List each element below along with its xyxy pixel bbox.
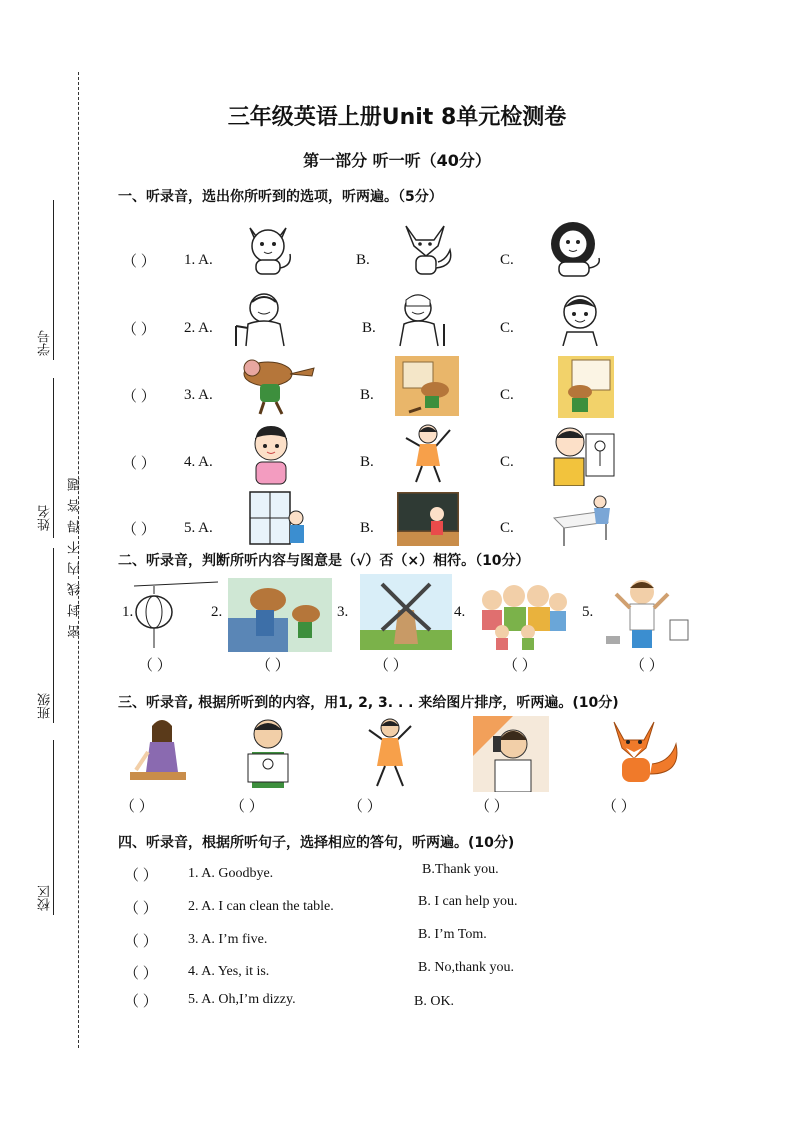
- q3-number: 3. A.: [184, 387, 213, 403]
- answer-paren[interactable]: （ ）: [230, 799, 264, 815]
- fox-picture: [398, 220, 456, 276]
- answer-paren[interactable]: （ ）: [124, 966, 158, 982]
- answer-paren[interactable]: （ ）: [374, 658, 408, 674]
- answer-paren[interactable]: （ ）: [122, 456, 156, 472]
- q1-option-c: C.: [500, 252, 514, 268]
- q4-number: 4. A.: [184, 454, 213, 470]
- answer-paren[interactable]: （ ）: [602, 799, 636, 815]
- answer-paren[interactable]: （ ）: [124, 994, 158, 1010]
- answer-paren[interactable]: （ ）: [138, 658, 172, 674]
- boy-drawing-picture: [550, 424, 616, 486]
- q3-option-c: C.: [500, 387, 514, 403]
- q1-option-b: B.: [356, 252, 370, 268]
- s4-option-a: 2. A. I can clean the table.: [188, 899, 334, 914]
- mouse-painting-picture: [558, 356, 614, 418]
- class-label: 班级: [38, 693, 53, 719]
- girl-picture: [246, 424, 296, 486]
- s2-number-3: 3.: [337, 604, 349, 620]
- s2-number-5: 5.: [582, 604, 594, 620]
- lion-picture: [545, 220, 605, 278]
- dancing-girl-picture: [400, 422, 456, 486]
- s2-number-4: 4.: [454, 604, 466, 620]
- boy-picture: [555, 290, 605, 346]
- windmill-picture: [360, 574, 452, 650]
- answer-paren[interactable]: （ ）: [475, 799, 509, 815]
- q2-option-b: B.: [362, 320, 376, 336]
- clean-table-picture: [550, 492, 620, 548]
- s4-option-b: B. I can help you.: [418, 894, 518, 909]
- boy-drawing-picture: [240, 716, 296, 790]
- q5-option-c: C.: [500, 520, 514, 536]
- grandpa-picture: [228, 290, 298, 348]
- phone-picture: [473, 716, 549, 792]
- clean-window-picture: [248, 490, 308, 546]
- s4-option-a: 4. A. Yes, it is.: [188, 964, 270, 979]
- q5-option-b: B.: [360, 520, 374, 536]
- seal-notice: 密封线内不得答题: [68, 470, 83, 638]
- q1-number: 1. A.: [184, 252, 213, 268]
- fox-picture: [600, 714, 684, 792]
- answer-paren[interactable]: （ ）: [122, 522, 156, 538]
- mouse-drawing-picture: [395, 356, 459, 416]
- q2-option-c: C.: [500, 320, 514, 336]
- page-title: 三年级英语上册Unit 8单元检测卷: [227, 105, 567, 130]
- s4-option-b: B. No,thank you.: [418, 960, 515, 975]
- name-label: 姓名: [38, 505, 53, 531]
- answer-paren[interactable]: （ ）: [124, 901, 158, 917]
- mice-picture: [228, 578, 332, 652]
- campus-label: 校区: [38, 885, 53, 911]
- answer-paren[interactable]: （ ）: [122, 254, 156, 270]
- s4-option-b: B. OK.: [414, 994, 455, 1009]
- student-id-label: 学号: [38, 330, 53, 356]
- boy-mess-picture: [600, 576, 698, 652]
- section1-heading: 一、听录音，选出你所听到的选项，听两遍。（5分）: [118, 189, 443, 205]
- answer-paren[interactable]: （ ）: [630, 658, 664, 674]
- s4-option-b: B. I’m Tom.: [418, 927, 487, 942]
- s4-option-a: 3. A. I’m five.: [188, 932, 268, 947]
- clean-blackboard-picture: [397, 492, 459, 546]
- family-picture: [472, 580, 572, 652]
- answer-paren[interactable]: （ ）: [256, 658, 290, 674]
- mother-cleaning-picture: [128, 716, 188, 790]
- s2-number-1: 1.: [122, 604, 134, 620]
- section4-heading: 四、听录音，根据所听句子，选择相应的答句，听两遍。(10分): [118, 835, 515, 851]
- section3-heading: 三、听录音, 根据所听到的内容，用1, 2, 3. . . 来给图片排序，听两遍。(10分): [118, 695, 619, 711]
- section2-heading: 二、听录音，判断所听内容与图意是（√）否（×）相符。（10分）: [118, 553, 530, 569]
- s4-option-a: 5. A. Oh,I’m dizzy.: [188, 992, 296, 1007]
- dancing-girl-picture: [365, 716, 415, 790]
- answer-paren[interactable]: （ ）: [124, 868, 158, 884]
- s4-option-b: B.Thank you.: [422, 862, 499, 877]
- q5-number: 5. A.: [184, 520, 213, 536]
- mouse-picture: [232, 356, 318, 416]
- lantern-picture: [130, 580, 223, 652]
- part-title: 第一部分 听一听（40分）: [303, 151, 491, 170]
- q3-option-b: B.: [360, 387, 374, 403]
- answer-paren[interactable]: （ ）: [122, 322, 156, 338]
- cat-picture: [240, 218, 296, 276]
- q4-option-b: B.: [360, 454, 374, 470]
- answer-paren[interactable]: （ ）: [120, 799, 154, 815]
- q2-number: 2. A.: [184, 320, 213, 336]
- grandma-picture: [388, 290, 452, 348]
- q4-option-c: C.: [500, 454, 514, 470]
- answer-paren[interactable]: （ ）: [503, 658, 537, 674]
- s4-option-a: 1. A. Goodbye.: [188, 866, 274, 881]
- s2-number-2: 2.: [211, 604, 223, 620]
- answer-paren[interactable]: （ ）: [348, 799, 382, 815]
- answer-paren[interactable]: （ ）: [124, 934, 158, 950]
- answer-paren[interactable]: （ ）: [122, 389, 156, 405]
